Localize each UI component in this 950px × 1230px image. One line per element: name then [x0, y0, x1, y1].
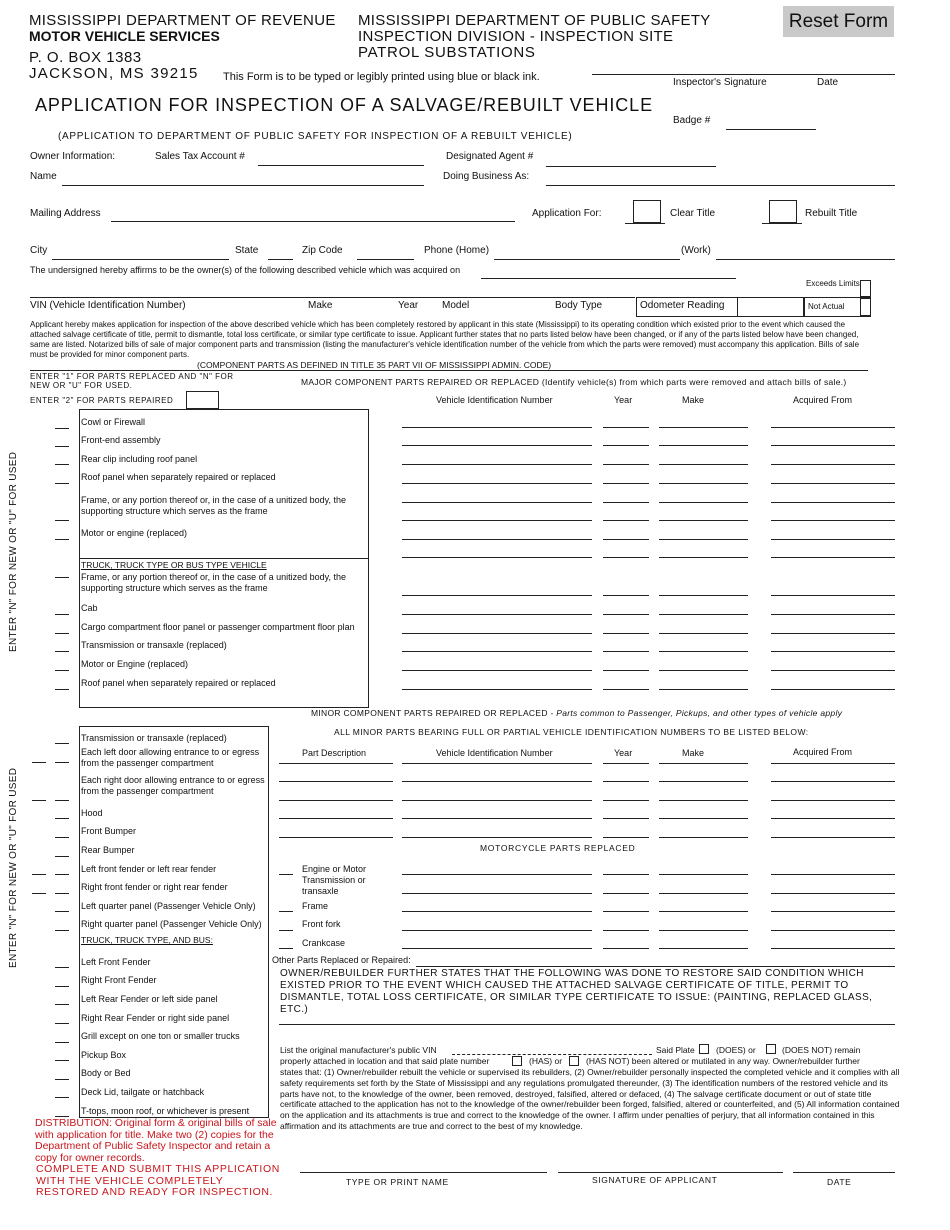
does-not-label: (DOES NOT) remain	[782, 1045, 861, 1055]
odometer-label: Odometer Reading	[640, 300, 725, 311]
minor-part-8: Right front fender or right rear fender	[81, 882, 228, 892]
major-entry-field[interactable]	[402, 614, 592, 615]
check-line[interactable]	[55, 893, 69, 894]
other-parts-label: Other Parts Replaced or Repaired:	[272, 955, 411, 965]
has-label: (HAS) or	[529, 1056, 563, 1066]
sales-tax-field[interactable]	[258, 165, 424, 166]
owner-info-label: Owner Information:	[30, 151, 116, 162]
check-line[interactable]	[55, 911, 69, 912]
typed-note: This Form is to be typed or legibly printed using blue or black ink.	[223, 71, 540, 83]
zip-field[interactable]	[357, 259, 414, 260]
major-col-vin: Vehicle Identification Number	[436, 395, 553, 405]
minor-truck-part-2: Right Front Fender	[81, 975, 157, 985]
major-entry-field[interactable]	[402, 557, 592, 558]
check-line[interactable]	[55, 483, 69, 484]
sales-tax-label: Sales Tax Account #	[155, 151, 245, 162]
minor-col-part: Part Description	[302, 748, 367, 758]
minor-entry-field[interactable]	[771, 818, 895, 819]
minor-part-3: Each right door allowing entrance to or egress from the passenger compartment	[81, 775, 265, 796]
major-entry-field[interactable]	[771, 614, 895, 615]
motorcycle-entry-field[interactable]	[659, 948, 748, 949]
minor-entry-field[interactable]	[603, 763, 649, 764]
major-entry-field[interactable]	[659, 502, 748, 503]
rebuilt-title-label: Rebuilt Title	[805, 208, 858, 219]
major-part-2: Front-end assembly	[81, 435, 161, 445]
badge-field[interactable]	[726, 129, 816, 130]
minor-entry-field[interactable]	[402, 763, 592, 764]
major-entry-field[interactable]	[659, 595, 748, 596]
check-line[interactable]	[32, 893, 46, 894]
check-line[interactable]	[55, 837, 69, 838]
plate-does-checkbox[interactable]	[699, 1044, 709, 1054]
major-entry-field[interactable]	[402, 633, 592, 634]
name-label: Name	[30, 171, 57, 182]
not-actual-checkbox[interactable]	[860, 298, 871, 316]
applicant-statement: Applicant hereby makes application for inspection of the above described vehicle which has been completely restored by applicant in this state (Mississippi) to its operating condition which existed prior to the event which caused the attached salvage certificate of title, permit to dismantle, total loss certificate, or similar type certificate to issue. Applicant further states that no parts listed below have been changed, or if any of the parts listed below have been changed, same are listed. Notarized bills of sale of major component parts and transmission (listing the manufacturer's vehicle identification number of the vehicle from which the parts were removed) must accompany this application. Bills of sale must be provided for minor component parts.	[30, 320, 860, 359]
major-entry-field[interactable]	[659, 483, 748, 484]
plate-vin-label: List the original manufacturer's public VIN	[280, 1045, 437, 1055]
minor-heading-note: Parts common to Passenger, Pickups, and other types of vehicle apply	[556, 708, 843, 718]
plate-attached-label: properly attached in location and that said plate number	[280, 1056, 490, 1066]
motorcycle-entry-field[interactable]	[771, 930, 895, 931]
check-line[interactable]	[55, 428, 69, 429]
name-field[interactable]	[62, 185, 424, 186]
check-line[interactable]	[279, 874, 293, 875]
major-entry-field[interactable]	[659, 670, 748, 671]
major-entry-field[interactable]	[603, 670, 649, 671]
other-parts-field[interactable]	[416, 966, 895, 967]
major-entry-field[interactable]	[771, 539, 895, 540]
rebuilt-title-underline	[762, 223, 802, 224]
major-entry-field[interactable]	[771, 557, 895, 558]
minor-truck-part-7: Body or Bed	[81, 1068, 131, 1078]
enter-1-instruction: ENTER "1" FOR PARTS REPLACED AND "N" FOR NEW OR "U" FOR USED.	[30, 372, 234, 390]
major-entry-field[interactable]	[402, 427, 592, 428]
state-label: State	[235, 245, 259, 256]
check-line[interactable]	[55, 800, 69, 801]
major-entry-field[interactable]	[402, 670, 592, 671]
minor-truck-part-5: Grill except on one ton or smaller trucks	[81, 1031, 240, 1041]
major-entry-field[interactable]	[659, 633, 748, 634]
applicant-signature-field[interactable]	[558, 1172, 783, 1173]
major-entry-field[interactable]	[771, 633, 895, 634]
minor-entry-field[interactable]	[771, 763, 895, 764]
exceeds-limits-label: Exceeds Limits	[806, 279, 860, 288]
motorcycle-entry-field[interactable]	[659, 930, 748, 931]
minor-truck-heading: TRUCK, TRUCK TYPE, AND BUS:	[81, 935, 213, 945]
not-actual-label: Not Actual	[808, 302, 845, 311]
minor-col-vin: Vehicle Identification Number	[436, 748, 553, 758]
model-label: Model	[442, 300, 470, 311]
minor-part-9: Left quarter panel (Passenger Vehicle Only)	[81, 901, 256, 911]
major-entry-field[interactable]	[659, 445, 748, 446]
phone-home-field[interactable]	[494, 259, 680, 260]
major-entry-field[interactable]	[603, 595, 649, 596]
motorcycle-entry-field[interactable]	[771, 948, 895, 949]
minor-truck-part-8: Deck Lid, tailgate or hatchback	[81, 1087, 205, 1097]
minor-truck-part-1: Left Front Fender	[81, 957, 151, 967]
motorcycle-entry-field[interactable]	[771, 893, 895, 894]
acquired-date-field[interactable]	[481, 278, 736, 279]
truck-part-1: Frame, or any portion thereof or, in the case of a unitized body, the supporting structure which serves as the frame	[81, 572, 346, 593]
major-entry-field[interactable]	[402, 651, 592, 652]
motorcycle-entry-field[interactable]	[603, 874, 649, 875]
form-subtitle: (APPLICATION TO DEPARTMENT OF PUBLIC SAFETY FOR INSPECTION OF A REBUILT VEHICLE)	[58, 131, 573, 142]
major-col-acquired: Acquired From	[793, 395, 853, 405]
check-line[interactable]	[32, 874, 46, 875]
major-entry-field[interactable]	[603, 445, 649, 446]
print-name-field[interactable]	[300, 1172, 547, 1173]
vertical-instruction-major: ENTER "N" FOR NEW OR "U" FOR USED	[8, 451, 19, 652]
minor-entry-field[interactable]	[402, 800, 592, 801]
applicant-signature-label: SIGNATURE OF APPLICANT	[592, 1175, 718, 1185]
affirmation-text: states that: (1) Owner/rebuilder rebuilt the vehicle or supervised its rebuilders, (2) Owner/rebuilder personally inspected the completed vehicle and it complies with all safety requirements set forth by the State of Mississippi and any regulations promulgated thereunder, (3) The identification numbers of the restored vehicle and its parts have not, to the knowledge of the owner, been removed, destroyed, falsified, altered or defaced, (4) The salvage certificate document or out of state title certificate attached to the application has not to the knowledge of the owner/rebuilder been forged, falsified, altered or counterfeited, and (5) All information contained on the application and its attachments is true and correct to the knowledge of the owner. I affirm under penalties of perjury, that all information contained in this affirmation and its attachments are true and correct to the best of my knowledge.	[280, 1067, 900, 1131]
major-col-year: Year	[614, 395, 633, 405]
major-entry-field[interactable]	[771, 689, 895, 690]
zip-label: Zip Code	[302, 245, 343, 256]
plate-does-not-checkbox[interactable]	[766, 1044, 776, 1054]
inspector-signature-line[interactable]	[592, 74, 895, 75]
dor-pobox: P. O. BOX 1383	[29, 49, 142, 66]
check-line[interactable]	[55, 689, 69, 690]
major-part-3: Rear clip including roof panel	[81, 454, 198, 464]
major-entry-field[interactable]	[603, 520, 649, 521]
minor-truck-part-6: Pickup Box	[81, 1050, 127, 1060]
dba-label: Doing Business As:	[443, 171, 530, 182]
minor-entry-field[interactable]	[771, 837, 895, 838]
motorcycle-entry-field[interactable]	[659, 893, 748, 894]
major-entry-field[interactable]	[603, 427, 649, 428]
distribution-note: DISTRIBUTION: Original form & original bills of sale with application for title. Make two (2) copies for the Department of Public Safety Inspector and retain a copy for owner records.	[35, 1117, 277, 1164]
inspector-signature-label: Inspector's Signature	[673, 77, 767, 88]
major-part-4: Roof panel when separately repaired or replaced	[81, 472, 276, 482]
check-line[interactable]	[55, 1004, 69, 1005]
component-definition: (COMPONENT PARTS AS DEFINED IN TITLE 35 PART VII OF MISSISSIPPI ADMIN. CODE)	[197, 360, 552, 370]
check-line[interactable]	[55, 930, 69, 931]
major-entry-field[interactable]	[402, 445, 592, 446]
designated-agent-label: Designated Agent #	[446, 151, 534, 162]
minor-part-7: Left front fender or left rear fender	[81, 864, 217, 874]
major-entry-field[interactable]	[659, 557, 748, 558]
badge-label: Badge #	[673, 115, 711, 126]
check-line[interactable]	[32, 800, 46, 801]
dps-division: INSPECTION DIVISION - INSPECTION SITE	[358, 28, 674, 45]
vin-line[interactable]	[30, 297, 635, 298]
minor-entry-field[interactable]	[659, 818, 748, 819]
moto-part-3: Front fork	[302, 919, 341, 929]
plate-vin-field[interactable]	[452, 1054, 652, 1055]
motorcycle-entry-field[interactable]	[402, 930, 592, 931]
major-entry-field[interactable]	[402, 689, 592, 690]
major-entry-field[interactable]	[402, 520, 592, 521]
truck-part-3: Cargo compartment floor panel or passenger compartment floor plan	[81, 622, 355, 632]
applicant-date-label: DATE	[827, 1177, 852, 1187]
motorcycle-entry-field[interactable]	[603, 911, 649, 912]
minor-truck-part-9: T-tops, moon roof, or whichever is present	[81, 1106, 250, 1116]
motorcycle-entry-field[interactable]	[659, 911, 748, 912]
minor-part-1: Transmission or transaxle (replaced)	[81, 733, 227, 743]
rebuilt-title-checkbox[interactable]	[769, 200, 797, 223]
section-divider	[30, 370, 868, 371]
dor-name: MISSISSIPPI DEPARTMENT OF REVENUE	[29, 12, 336, 29]
check-line[interactable]	[55, 856, 69, 857]
minor-entry-field[interactable]	[603, 818, 649, 819]
minor-entry-field[interactable]	[279, 781, 393, 782]
motorcycle-entry-field[interactable]	[402, 948, 592, 949]
minor-entry-field[interactable]	[659, 800, 748, 801]
major-part-5: Frame, or any portion thereof or, in the case of a unitized body, the supporting structure which serves as the frame	[81, 495, 346, 516]
minor-part-5: Front Bumper	[81, 826, 137, 836]
state-field[interactable]	[268, 259, 293, 260]
dps-substations: PATROL SUBSTATIONS	[358, 44, 536, 61]
major-entry-field[interactable]	[771, 464, 895, 465]
motorcycle-heading: MOTORCYCLE PARTS REPLACED	[480, 843, 636, 853]
check-line[interactable]	[279, 911, 293, 912]
check-line[interactable]	[55, 446, 69, 447]
make-label: Make	[308, 300, 333, 311]
application-for-label: Application For:	[532, 208, 602, 219]
check-line[interactable]	[279, 930, 293, 931]
major-entry-field[interactable]	[659, 614, 748, 615]
vin-label: VIN (Vehicle Identification Number)	[30, 300, 186, 311]
major-entry-field[interactable]	[659, 651, 748, 652]
minor-heading-text: MINOR COMPONENT PARTS REPAIRED OR REPLACED -	[311, 708, 557, 718]
minor-entry-field[interactable]	[603, 837, 649, 838]
truck-part-4: Transmission or transaxle (replaced)	[81, 640, 227, 650]
major-entry-field[interactable]	[771, 520, 895, 521]
major-entry-field[interactable]	[603, 557, 649, 558]
major-entry-field[interactable]	[659, 539, 748, 540]
moto-part-2: Frame	[302, 901, 329, 911]
plate-has-not-checkbox[interactable]	[569, 1056, 579, 1066]
said-plate-label: Said Plate	[656, 1045, 695, 1055]
motorcycle-entry-field[interactable]	[771, 911, 895, 912]
mailing-address-label: Mailing Address	[30, 208, 101, 219]
major-entry-field[interactable]	[771, 670, 895, 671]
clear-title-underline	[625, 223, 665, 224]
minor-entry-field[interactable]	[659, 837, 748, 838]
major-entry-field[interactable]	[771, 502, 895, 503]
minor-heading	[311, 708, 842, 718]
minor-entry-field[interactable]	[771, 781, 895, 782]
check-line[interactable]	[55, 1060, 69, 1061]
has-not-label: (HAS NOT) been altered or mutilated in any way. Owner/rebuilder further	[586, 1056, 860, 1066]
all-minor-heading: ALL MINOR PARTS BEARING FULL OR PARTIAL VEHICLE IDENTIFICATION NUMBERS TO BE LISTED BELOW:	[334, 727, 809, 737]
major-entry-field[interactable]	[402, 464, 592, 465]
major-part-6: Motor or engine (replaced)	[81, 528, 188, 538]
check-line[interactable]	[55, 818, 69, 819]
city-field[interactable]	[52, 259, 229, 260]
truck-part-2: Cab	[81, 603, 98, 613]
further-statement: OWNER/REBUILDER FURTHER STATES THAT THE FOLLOWING WAS DONE TO RESTORE SAID CONDITION WHICH EXISTED PRIOR TO THE EVENT WHICH CAUSED THE ATTACHED SALVAGE CERTIFICATE OF TITLE, PERMIT TO DISMANTLE, TOTAL LOSS CERTIFICATE, OR SIMILAR TYPE CERTIFICATE TO ISSUE: (PAINTING, REPLACED GLASS, ETC.)	[280, 968, 873, 1015]
major-entry-field[interactable]	[603, 483, 649, 484]
minor-col-year: Year	[614, 748, 633, 758]
check-line[interactable]	[55, 577, 69, 578]
dba-field[interactable]	[546, 185, 895, 186]
minor-entry-field[interactable]	[659, 781, 748, 782]
applicant-date-field[interactable]	[793, 1172, 895, 1173]
minor-col-acquired: Acquired From	[793, 747, 853, 757]
major-entry-field[interactable]	[402, 483, 592, 484]
check-line[interactable]	[55, 1079, 69, 1080]
designated-agent-field[interactable]	[546, 166, 716, 167]
minor-part-6: Rear Bumper	[81, 845, 135, 855]
print-name-label: TYPE OR PRINT NAME	[346, 1177, 449, 1187]
truck-part-6: Roof panel when separately repaired or replaced	[81, 678, 276, 688]
major-col-make: Make	[682, 395, 705, 405]
major-heading-text: MAJOR COMPONENT PARTS REPAIRED OR REPLACED	[301, 377, 540, 387]
major-entry-field[interactable]	[603, 464, 649, 465]
check-line[interactable]	[55, 651, 69, 652]
year-label: Year	[398, 300, 419, 311]
minor-part-2: Each left door allowing entrance to or egress from the passenger compartment	[81, 747, 260, 768]
major-entry-field[interactable]	[603, 502, 649, 503]
check-line[interactable]	[55, 520, 69, 521]
major-heading	[301, 377, 847, 387]
inspector-date-label: Date	[817, 77, 839, 88]
minor-entry-field[interactable]	[603, 800, 649, 801]
dps-name: MISSISSIPPI DEPARTMENT OF PUBLIC SAFETY	[358, 12, 711, 29]
major-entry-field[interactable]	[402, 539, 592, 540]
exceeds-limits-checkbox[interactable]	[860, 280, 871, 297]
minor-part-10: Right quarter panel (Passenger Vehicle Only)	[81, 919, 262, 929]
clear-title-checkbox[interactable]	[633, 200, 661, 223]
major-entry-field[interactable]	[603, 539, 649, 540]
minor-truck-part-4: Right Rear Fender or right side panel	[81, 1013, 230, 1023]
reset-form-button[interactable]: Reset Form	[783, 6, 894, 37]
check-line[interactable]	[55, 614, 69, 615]
enter-2-instruction: ENTER "2" FOR PARTS REPAIRED	[30, 396, 174, 405]
check-line[interactable]	[55, 1097, 69, 1098]
check-line[interactable]	[55, 874, 69, 875]
major-entry-field[interactable]	[771, 483, 895, 484]
body-type-label: Body Type	[555, 300, 603, 311]
minor-truck-part-3: Left Rear Fender or left side panel	[81, 994, 218, 1004]
minor-entry-field[interactable]	[402, 818, 592, 819]
form-title: APPLICATION FOR INSPECTION OF A SALVAGE/REBUILT VEHICLE	[35, 95, 653, 115]
check-line[interactable]	[55, 967, 69, 968]
minor-entry-field[interactable]	[279, 818, 393, 819]
check-line[interactable]	[55, 539, 69, 540]
minor-entry-field[interactable]	[402, 837, 592, 838]
major-entry-field[interactable]	[402, 595, 592, 596]
major-entry-field[interactable]	[771, 427, 895, 428]
check-line[interactable]	[55, 1042, 69, 1043]
minor-entry-field[interactable]	[279, 837, 393, 838]
major-entry-field[interactable]	[771, 445, 895, 446]
major-entry-field[interactable]	[659, 689, 748, 690]
major-part-1: Cowl or Firewall	[81, 417, 146, 427]
motorcycle-entry-field[interactable]	[603, 893, 649, 894]
check-line[interactable]	[55, 633, 69, 634]
dor-city: JACKSON, MS 39215	[29, 65, 199, 82]
mailing-address-field[interactable]	[111, 221, 515, 222]
restore-notes-field[interactable]	[279, 1024, 895, 1025]
minor-entry-field[interactable]	[603, 781, 649, 782]
moto-part-4: Crankcase	[302, 938, 346, 948]
motorcycle-entry-field[interactable]	[659, 874, 748, 875]
check-line[interactable]	[55, 1023, 69, 1024]
motorcycle-entry-field[interactable]	[402, 911, 592, 912]
check-line[interactable]	[55, 743, 69, 744]
motorcycle-entry-field[interactable]	[402, 893, 592, 894]
vertical-instruction-minor: ENTER "N" FOR NEW OR "U" FOR USED	[8, 767, 19, 968]
major-entry-field[interactable]	[603, 651, 649, 652]
minor-entry-field[interactable]	[279, 763, 393, 764]
minor-entry-field[interactable]	[771, 800, 895, 801]
minor-entry-field[interactable]	[659, 763, 748, 764]
minor-part-4: Hood	[81, 808, 103, 818]
minor-entry-field[interactable]	[402, 781, 592, 782]
major-entry-field[interactable]	[402, 502, 592, 503]
major-entry-field[interactable]	[771, 651, 895, 652]
odometer-field[interactable]	[737, 297, 804, 317]
phone-home-label: Phone (Home)	[424, 245, 490, 256]
major-entry-field[interactable]	[603, 614, 649, 615]
motorcycle-entry-field[interactable]	[771, 874, 895, 875]
affirm-statement: The undersigned hereby affirms to be the owner(s) of the following described vehicle which was acquired on	[30, 265, 461, 275]
major-heading-note: (Identify vehicle(s) from which parts were removed and attach bills of sale.)	[541, 377, 847, 387]
major-entry-field[interactable]	[659, 520, 748, 521]
major-entry-field[interactable]	[659, 427, 748, 428]
complete-note: COMPLETE AND SUBMIT THIS APPLICATION WITH THE VEHICLE COMPLETELY RESTORED AND READY FOR INSPECTION.	[36, 1163, 280, 1198]
phone-work-label: (Work)	[681, 245, 711, 256]
major-entry-field[interactable]	[771, 595, 895, 596]
minor-col-make: Make	[682, 748, 705, 758]
check-line[interactable]	[279, 948, 293, 949]
minor-entry-field[interactable]	[279, 800, 393, 801]
motorcycle-entry-field[interactable]	[402, 874, 592, 875]
does-label: (DOES) or	[716, 1045, 756, 1055]
moto-part-1: Engine or Motor Transmission or transaxle	[302, 864, 367, 896]
check-line[interactable]	[55, 464, 69, 465]
check-line[interactable]	[55, 670, 69, 671]
phone-work-field[interactable]	[716, 259, 895, 260]
plate-has-checkbox[interactable]	[512, 1056, 522, 1066]
truck-heading: TRUCK, TRUCK TYPE OR BUS TYPE VEHICLE	[81, 560, 267, 570]
major-entry-field[interactable]	[659, 464, 748, 465]
clear-title-label: Clear Title	[670, 208, 716, 219]
check-line[interactable]	[55, 762, 69, 763]
motorcycle-entry-field[interactable]	[603, 930, 649, 931]
motorcycle-entry-field[interactable]	[603, 948, 649, 949]
enter-2-field[interactable]	[186, 391, 219, 409]
city-label: City	[30, 245, 48, 256]
check-line[interactable]	[32, 762, 46, 763]
major-entry-field[interactable]	[603, 633, 649, 634]
dor-division: MOTOR VEHICLE SERVICES	[29, 28, 220, 44]
major-entry-field[interactable]	[603, 689, 649, 690]
major-parts-divider	[79, 558, 369, 559]
truck-part-5: Motor or Engine (replaced)	[81, 659, 189, 669]
check-line[interactable]	[55, 986, 69, 987]
